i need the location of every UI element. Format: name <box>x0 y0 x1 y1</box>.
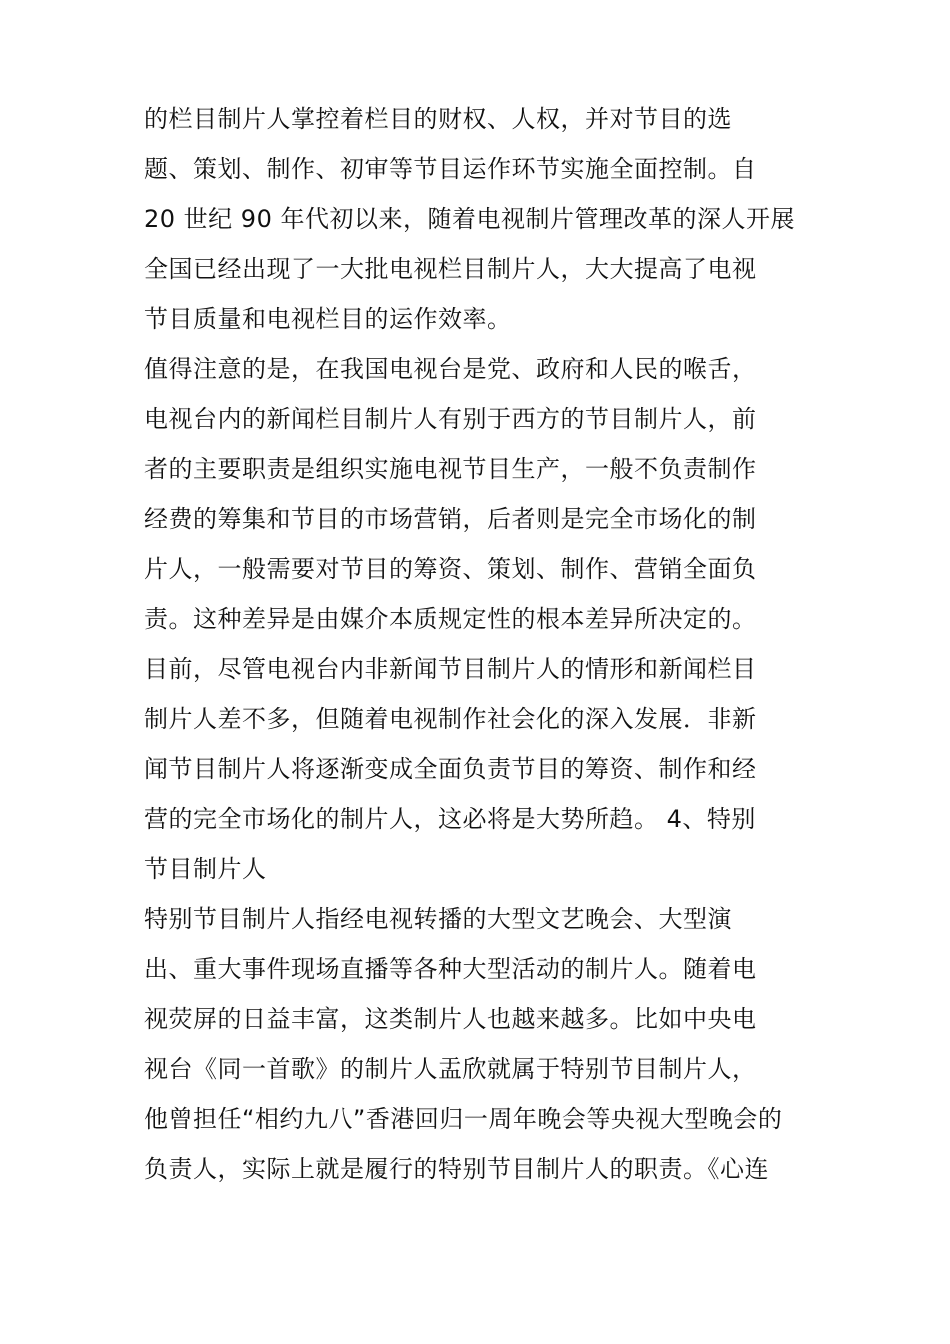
text-line: 20 世纪 90 年代初以来，随着电视制片管理改革的深人开展 <box>144 205 795 233</box>
text-line: 视台《同一首歌》的制片人盂欣就属于特别节目制片人， <box>144 1055 757 1083</box>
text-line: 节目质量和电视栏目的运作效率。 <box>144 305 512 333</box>
text-line: 制片人差不多，但随着电视制作社会化的深入发展．非新 <box>144 705 757 733</box>
text-line: 的栏目制片人掌控着栏目的财权、人权，并对节目的选 <box>144 105 732 133</box>
text-line: 题、策划、制作、初审等节目运作环节实施全面控制。自 <box>144 155 757 183</box>
text-line: 经费的筹集和节目的市场营销，后者则是完全市场化的制 <box>144 505 757 533</box>
text-line: 闻节目制片人将逐渐变成全面负责节目的筹资、制作和经 <box>144 755 757 783</box>
text-line: 全国已经出现了一大批电视栏目制片人，大大提高了电视 <box>144 255 757 283</box>
text-line: 值得注意的是，在我国电视台是党、政府和人民的喉舌， <box>144 355 757 383</box>
body-text <box>144 94 824 1194</box>
text-line: 者的主要职责是组织实施电视节目生产，一般不负责制作 <box>144 455 757 483</box>
text-line: 视荧屏的日益丰富，这类制片人也越来越多。比如中央电 <box>144 1005 757 1033</box>
text-line: 电视台内的新闻栏目制片人有别于西方的节目制片人，前 <box>144 405 757 433</box>
text-line: 节目制片人 <box>144 855 267 883</box>
text-line: 负责人，实际上就是履行的特别节目制片人的职责。《心连 <box>144 1155 769 1183</box>
text-line: 他曾担任“相约九八”香港回归一周年晚会等央视大型晚会的 <box>144 1105 783 1133</box>
text-line: 片人，一般需要对节目的筹资、策划、制作、营销全面负 <box>144 555 757 583</box>
text-line: 特别节目制片人指经电视转播的大型文艺晚会、大型演 <box>144 905 732 933</box>
text-line: 营的完全市场化的制片人，这必将是大势所趋。 4、特别 <box>144 805 756 833</box>
text-line: 出、重大事件现场直播等各种大型活动的制片人。随着电 <box>144 955 757 983</box>
text-line: 目前，尽管电视台内非新闻节目制片人的情形和新闻栏目 <box>144 655 757 683</box>
text-line: 责。这种差异是由媒介本质规定性的根本差异所决定的。 <box>144 605 757 633</box>
